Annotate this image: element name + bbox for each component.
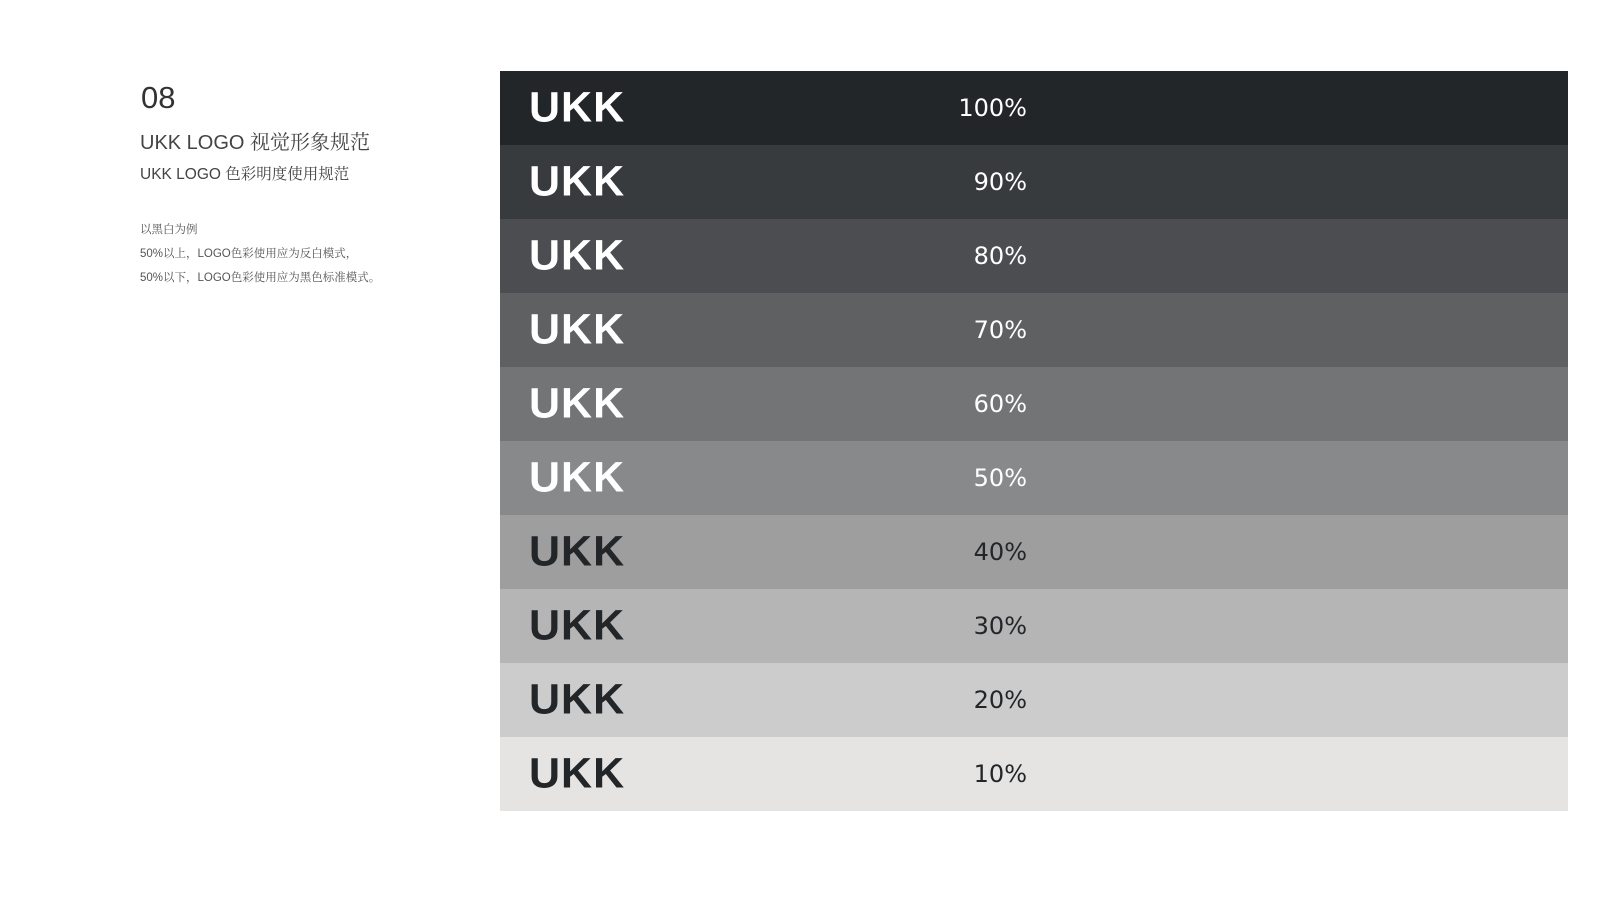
brightness-row — [500, 219, 1568, 293]
ukk-logo: UKK — [529, 305, 626, 354]
brightness-row — [500, 589, 1568, 663]
brightness-row — [500, 737, 1568, 811]
ukk-logo: UKK — [529, 749, 626, 798]
brightness-percent: 90% — [973, 168, 1027, 196]
brightness-percent: 10% — [973, 760, 1027, 788]
brightness-row — [500, 145, 1568, 219]
ukk-logo: UKK — [529, 83, 626, 132]
note-line: 50%以下，LOGO色彩使用应为黑色标准模式。 — [140, 272, 381, 284]
brightness-table — [500, 71, 1568, 811]
brightness-row — [500, 293, 1568, 367]
brightness-row — [500, 663, 1568, 737]
note-line: 以黑白为例 — [140, 224, 198, 236]
brightness-percent: 30% — [973, 612, 1027, 640]
brightness-row — [500, 71, 1568, 145]
brightness-row — [500, 515, 1568, 589]
ukk-logo: UKK — [529, 157, 626, 206]
ukk-logo: UKK — [529, 527, 626, 576]
note-line: 50%以上，LOGO色彩使用应为反白模式， — [140, 248, 358, 260]
page-title: UKK LOGO 视觉形象规范 — [140, 132, 371, 154]
ukk-logo: UKK — [529, 453, 626, 502]
usage-notes — [140, 218, 380, 290]
ukk-logo: UKK — [529, 675, 626, 724]
brightness-percent: 60% — [973, 390, 1027, 418]
page-subtitle: UKK LOGO 色彩明度使用规范 — [140, 166, 350, 183]
brightness-percent: 20% — [973, 686, 1027, 714]
brightness-row — [500, 441, 1568, 515]
ukk-logo: UKK — [529, 379, 626, 428]
brightness-percent: 80% — [973, 242, 1027, 270]
ukk-logo: UKK — [529, 601, 626, 650]
section-number: 08 — [141, 80, 176, 115]
brightness-percent: 40% — [973, 538, 1027, 566]
brightness-percent: 70% — [973, 316, 1027, 344]
ukk-logo: UKK — [529, 231, 626, 280]
brightness-percent: 100% — [958, 94, 1027, 122]
brightness-row — [500, 367, 1568, 441]
brightness-percent: 50% — [973, 464, 1027, 492]
